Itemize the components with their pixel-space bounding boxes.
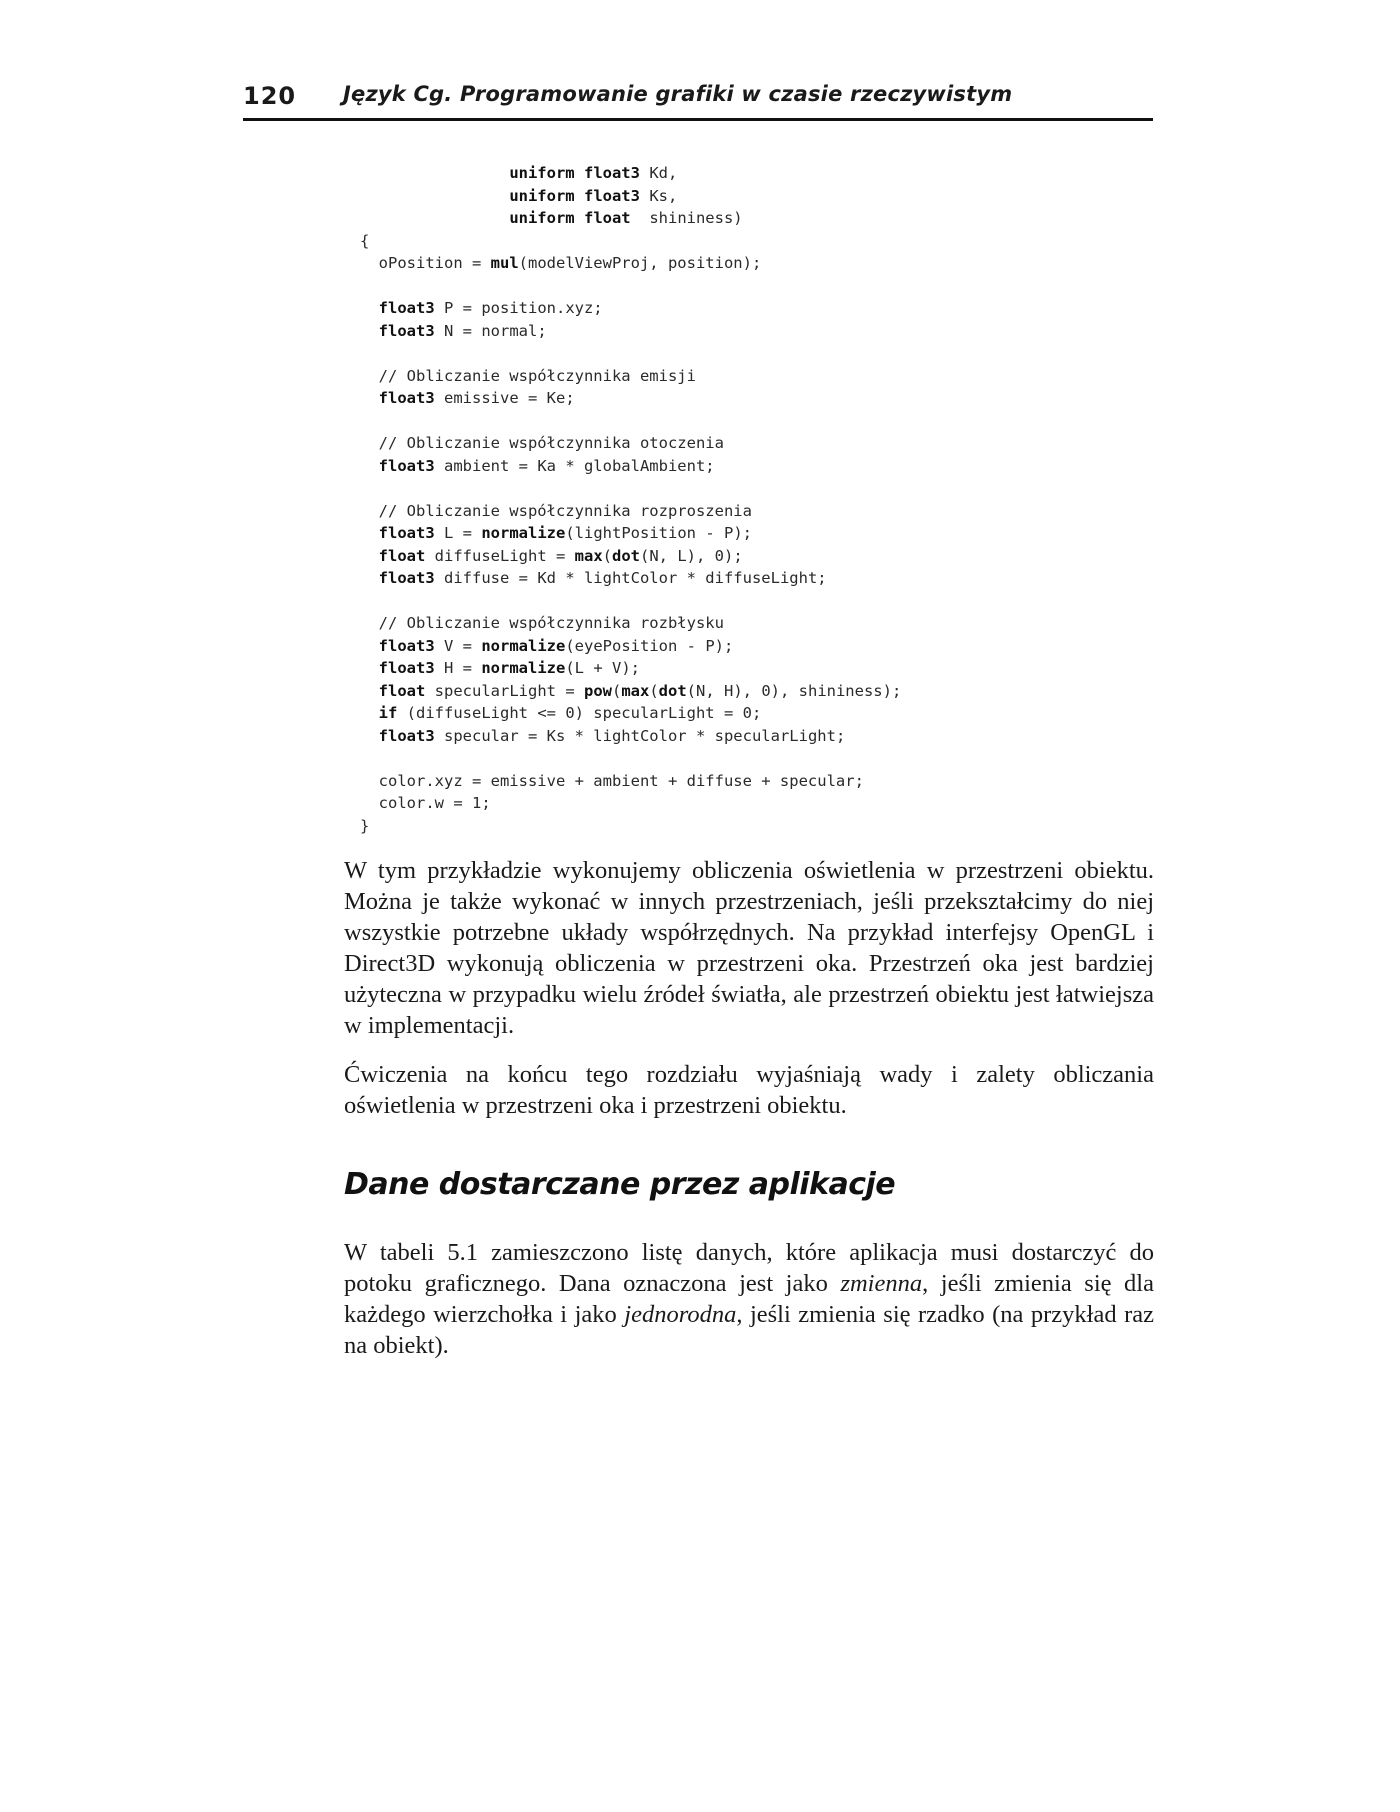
code-line: { (360, 231, 370, 250)
code-line: float3 emissive = Ke; (378, 389, 575, 407)
code-line: float3 H = normalize(L + V); (378, 659, 640, 677)
code-line: float3 specular = Ks * lightColor * specularLight; (378, 726, 846, 745)
code-line: if (diffuseLight <= 0) specularLight = 0; (378, 704, 762, 722)
code-line: float3 V = normalize(eyePosition - P); (378, 636, 734, 655)
p3-text-1: W tabeli 5.1 zamieszczono listę danych, które aplikacja musi dostarczyć do potoku graficznego. Dana oznaczona jest jako (344, 1239, 1154, 1297)
paragraph-exercises: Ćwiczenia na końcu tego rozdziału wyjaśniają wady i zalety obliczania oświetlenia w przestrzeni oka i przestrzeni obiektu. (344, 1061, 1154, 1119)
code-listing (360, 162, 901, 837)
code-line: float3 diffuse = Kd * lightColor * diffuseLight; (378, 569, 827, 587)
code-line: float3 N = normal; (378, 321, 547, 340)
code-line: float3 P = position.xyz; (378, 299, 603, 317)
code-line: } (360, 816, 370, 835)
code-line: // Obliczanie współczynnika emisji (360, 366, 696, 385)
code-line: float3 ambient = Ka * globalAmbient; (378, 456, 715, 475)
page-header (243, 80, 1153, 121)
p3-text-2: , jeśli zmienia się dla każdego wierzchołka i jako (344, 1270, 1154, 1328)
page-number: 120 (243, 82, 297, 110)
code-line: float specularLight = pow(max(dot(N, H), 0), shininess); (378, 681, 902, 700)
code-line: // Obliczanie współczynnika rozproszenia (360, 501, 752, 520)
paragraph-lighting-space: W tym przykładzie wykonujemy obliczenia oświetlenia w przestrzeni obiektu. Można je także wykonać w innych przestrzeniach, jeśli przekształcimy do niej wszystkie potrzebne układy współrzędnych. Na przykład interfejsy OpenGL i Direct3D wykonują obliczenia w przestrzeni oka. Przestrzeń oka jest bardziej użyteczna w przypadku wielu źródeł światła, ale przestrzeń obiektu jest łatwiejsza w implementacji. (344, 857, 1154, 1039)
code-line: // Obliczanie współczynnika rozbłysku (360, 614, 724, 632)
code-line: float3 L = normalize(lightPosition - P); (378, 524, 752, 542)
running-title: Język Cg. Programowanie grafiki w czasie rzeczywistym (343, 82, 1013, 106)
code-line: color.w = 1; (360, 794, 491, 812)
p3-text-3: , jeśli zmienia się rzadko (na przykład raz na obiekt). (344, 1301, 1154, 1359)
code-line: float diffuseLight = max(dot(N, L), 0); (378, 546, 743, 565)
p3-emphasis-zmienna: zmienna (840, 1270, 923, 1297)
p3-emphasis-jednorodna: jednorodna (624, 1301, 737, 1328)
section-heading: Dane dostarczane przez aplikacje (344, 1167, 896, 1202)
code-line: color.xyz = emissive + ambient + diffuse + specular; (360, 771, 864, 790)
code-line: oPosition = mul(modelViewProj, position); (360, 254, 762, 272)
code-line: uniform float3 Kd, (509, 164, 678, 182)
code-line: uniform float shininess) (509, 209, 743, 227)
code-line: // Obliczanie współczynnika otoczenia (360, 434, 724, 452)
code-line: uniform float3 Ks, (509, 186, 678, 205)
paragraph-application-data (344, 1237, 1154, 1361)
